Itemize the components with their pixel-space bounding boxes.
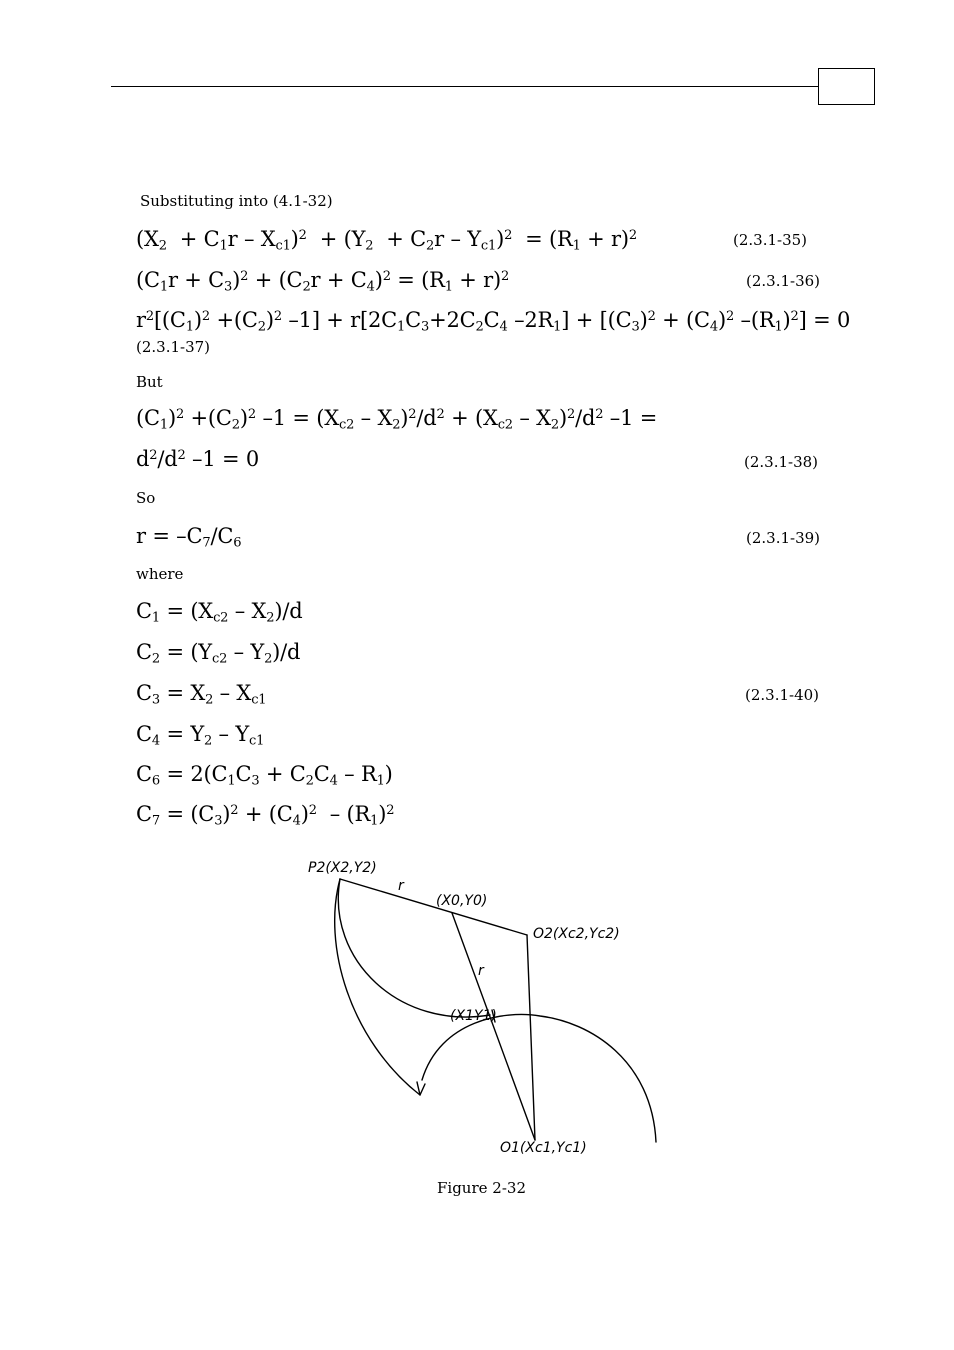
segment-x0-o1 — [452, 913, 535, 1140]
equation-number-36: (2.3.1-36) — [746, 272, 821, 290]
segment-p2-o2 — [340, 879, 527, 935]
arc-outer-p2 — [335, 879, 420, 1095]
intro-text: Substituting into (4.1-32) — [140, 192, 333, 210]
equation-40-c3: $C_3 = X_2 - X_{c1}$ — [136, 681, 267, 708]
equation-number-35: (2.3.1-35) — [733, 231, 808, 249]
label-x1: (X1Y1) — [450, 1008, 497, 1024]
equation-39: $r = -C_7/C_6$ — [136, 524, 242, 551]
label-r-lower: r — [478, 963, 484, 979]
equation-38-line1: $(C_1)^2 +(C_2)^2$ $-1 = (X_{c2} - X_2)^2/d^2 + (X_{c2} - X_2)^2/d^2$ –1 = — [136, 406, 658, 433]
equation-number-39: (2.3.1-39) — [746, 529, 821, 547]
equation-38-line2: $d^2/d^2$ –1 = 0 — [136, 447, 260, 471]
equation-35: $(X_2 + C_1r - X_{c1})^2 + (Y_2 + C_2r - Y_{c1})^2 = (R_1 + r)^2$ — [136, 227, 637, 254]
equation-number-38: (2.3.1-38) — [744, 453, 819, 471]
equation-37: $r^2[(C_1)^2 +(C_2)^2$ $-1] + r[2C_1C_3+2C_2C_4$ $-2R_1] + [(C_3)^2 + (C_4)^2$ $-(R_1)^2] = 0$ — [136, 308, 851, 335]
label-r-upper: r — [398, 878, 404, 894]
segment-o2-o1 — [527, 935, 535, 1140]
so-text: So — [136, 489, 156, 507]
equation-number-37: (2.3.1-37) — [136, 338, 211, 356]
equation-number-40: (2.3.1-40) — [745, 686, 820, 704]
where-text: where — [136, 565, 184, 583]
equation-36: $(C_1r + C_3)^2 + (C_2r + C_4)^2 = (R_1 + r)^2$ — [136, 268, 510, 295]
label-p2: P2(X2,Y2) — [308, 860, 377, 876]
equation-40-c2: $C_2 = (Y_{c2} - Y_2)/d$ — [136, 640, 301, 667]
label-o1: O1(Xc1,Yc1) — [500, 1140, 587, 1156]
equation-40-c4: $C_4 = Y_2 - Y_{c1}$ — [136, 722, 265, 749]
header-rule — [111, 86, 819, 87]
equation-40-c1: $C_1 = (X_{c2} - X_2)/d$ — [136, 599, 303, 626]
figure-caption: Figure 2-32 — [437, 1179, 526, 1197]
equation-40-c7: $C_7 = (C_3)^2 + (C_4)^2 - (R_1)^2$ — [136, 802, 395, 829]
equation-40-c6: $C_6 = 2(C_1C_3 + C_2C_4 - R_1)$ — [136, 762, 393, 789]
geometry-figure — [290, 850, 670, 1160]
label-o2: O2(Xc2,Yc2) — [533, 926, 620, 942]
circle-o1 — [422, 1014, 656, 1142]
but-text: But — [136, 373, 163, 391]
label-x0: (X0,Y0) — [436, 893, 488, 909]
page-number-box — [818, 68, 875, 105]
